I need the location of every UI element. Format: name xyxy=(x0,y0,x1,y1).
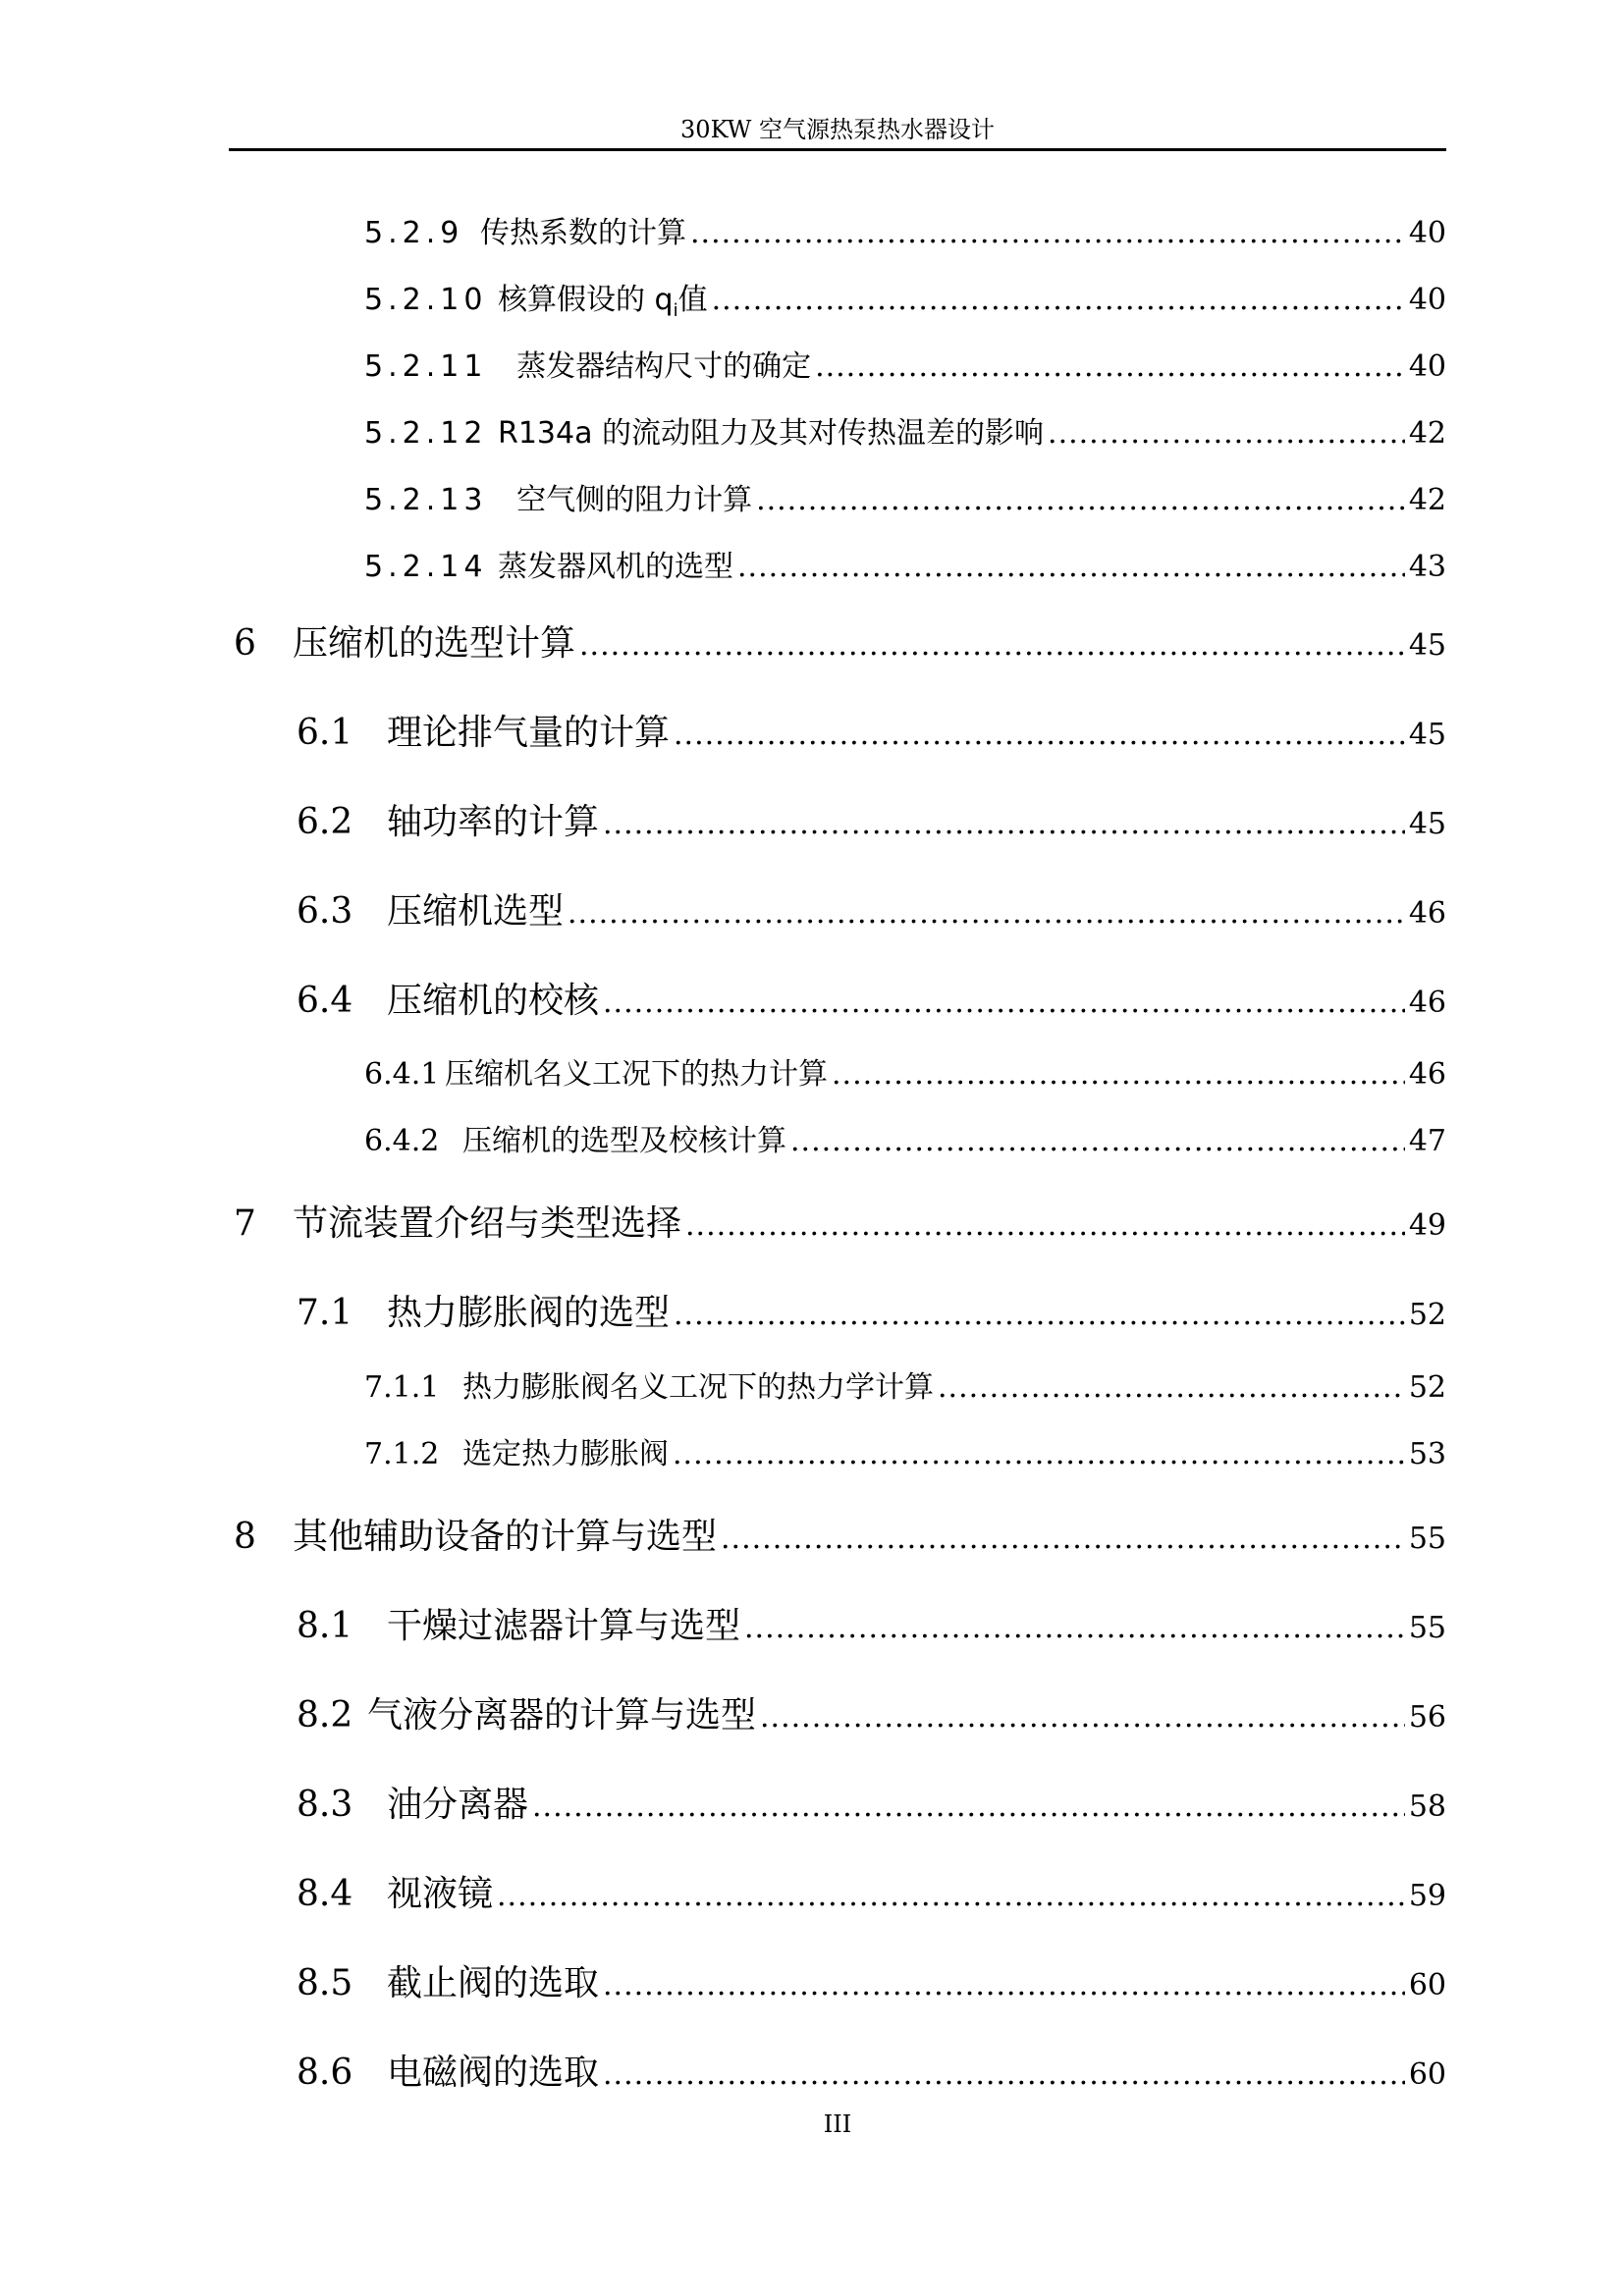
toc-page: 52 xyxy=(1408,1370,1446,1405)
toc-entry-7-1[interactable] xyxy=(297,1285,1446,1335)
running-header: 30KW 空气源热泵热水器设计 xyxy=(680,116,995,143)
dot-leader xyxy=(674,1298,1405,1332)
dot-leader xyxy=(568,896,1405,931)
toc-entry-8-5[interactable] xyxy=(297,1955,1446,2005)
toc-page: 45 xyxy=(1408,718,1446,752)
dot-leader xyxy=(532,1789,1405,1824)
toc-page: 55 xyxy=(1408,1611,1446,1645)
page-number: III xyxy=(823,2110,852,2138)
toc-number: 6.2 xyxy=(297,802,353,842)
dot-leader xyxy=(938,1370,1405,1405)
toc-title-suffix: 值 xyxy=(677,283,708,317)
toc-entry-7[interactable] xyxy=(234,1196,1446,1246)
toc-page: 58 xyxy=(1408,1789,1446,1824)
toc-page: 55 xyxy=(1408,1522,1446,1556)
toc-entry-5-2-11[interactable] xyxy=(364,342,1446,385)
toc-title: 选定热力膨胀阀 xyxy=(462,1437,669,1471)
toc-entry-6-1[interactable] xyxy=(297,705,1446,755)
toc-entry-7-1-1[interactable] xyxy=(364,1362,1446,1406)
dot-leader xyxy=(712,283,1405,317)
toc-entry-7-1-2[interactable] xyxy=(364,1429,1446,1472)
dot-leader xyxy=(756,483,1405,517)
toc-page: 60 xyxy=(1408,1968,1446,2002)
toc-number: 8 xyxy=(234,1517,256,1557)
dot-leader xyxy=(721,1522,1405,1556)
dot-leader xyxy=(690,216,1405,250)
toc-number: 8.3 xyxy=(297,1785,353,1825)
toc-number: 8.6 xyxy=(297,2053,353,2093)
toc-entry-5-2-10[interactable] xyxy=(364,275,1446,321)
toc-page: 40 xyxy=(1408,283,1446,317)
toc-number: 5.2.14 xyxy=(364,550,488,584)
toc-page: 45 xyxy=(1408,628,1446,663)
dot-leader xyxy=(603,1968,1405,2002)
toc-page: 40 xyxy=(1408,216,1446,250)
toc-page: 42 xyxy=(1408,416,1446,451)
toc-entry-8[interactable] xyxy=(234,1509,1446,1559)
toc-page: 49 xyxy=(1408,1208,1446,1243)
toc-title: 压缩机的选型计算 xyxy=(293,623,576,664)
toc-title: 截止阀的选取 xyxy=(387,1963,600,2003)
toc-page: 46 xyxy=(1408,986,1446,1020)
toc-page: 47 xyxy=(1408,1124,1446,1158)
toc-entry-8-1[interactable] xyxy=(297,1598,1446,1648)
dot-leader xyxy=(760,1700,1405,1735)
toc-page: 45 xyxy=(1408,807,1446,841)
toc-entry-6-4[interactable] xyxy=(297,973,1446,1023)
dot-leader xyxy=(832,1057,1405,1092)
toc-title: 油分离器 xyxy=(387,1785,529,1825)
toc-title: 热力膨胀阀名义工况下的热力学计算 xyxy=(462,1370,934,1405)
toc-title: 蒸发器结构尺寸的确定 xyxy=(498,349,812,384)
dot-leader xyxy=(603,2057,1405,2092)
toc-number: 8.5 xyxy=(297,1963,353,2003)
toc-number: 6.4.2 xyxy=(364,1124,440,1158)
toc-number: 6 xyxy=(234,623,256,664)
toc-page: 42 xyxy=(1408,483,1446,517)
toc-number: 8.1 xyxy=(297,1606,353,1646)
toc-entry-6-4-1[interactable] xyxy=(364,1049,1446,1093)
toc-entry-5-2-12[interactable] xyxy=(364,408,1446,452)
toc-title: 传热系数的计算 xyxy=(480,216,686,250)
toc-title-subscript: i xyxy=(673,300,678,321)
toc-title: 蒸发器风机的选型 xyxy=(498,550,733,584)
toc-page: 53 xyxy=(1408,1437,1446,1471)
toc-number: 5.2.12 xyxy=(364,416,488,451)
toc-number: 5.2.13 xyxy=(364,483,488,517)
toc-entry-5-2-14[interactable] xyxy=(364,542,1446,585)
toc-number: 5.2.9 xyxy=(364,216,464,250)
toc-number: 7.1 xyxy=(297,1293,353,1333)
dot-leader xyxy=(603,807,1405,841)
toc-title: 压缩机名义工况下的热力计算 xyxy=(445,1057,828,1092)
dot-leader xyxy=(685,1208,1405,1243)
toc-entry-8-2[interactable] xyxy=(297,1687,1446,1737)
toc-entry-6-4-2[interactable] xyxy=(364,1116,1446,1159)
toc-entry-5-2-9[interactable] xyxy=(364,208,1446,251)
toc-title: 干燥过滤器计算与选型 xyxy=(387,1606,741,1646)
toc-title: 压缩机选型 xyxy=(387,891,565,932)
dot-leader xyxy=(744,1611,1405,1645)
toc-title: 视液镜 xyxy=(387,1874,494,1914)
toc-entry-6-3[interactable] xyxy=(297,883,1446,934)
dot-leader xyxy=(737,550,1405,584)
toc-number: 6.3 xyxy=(297,891,353,932)
toc-number: 7.1.2 xyxy=(364,1437,440,1471)
dot-leader xyxy=(603,986,1405,1020)
toc-entry-5-2-13[interactable] xyxy=(364,475,1446,518)
toc-page: 59 xyxy=(1408,1879,1446,1913)
header-rule xyxy=(229,148,1446,151)
dot-leader xyxy=(579,628,1405,663)
toc-number: 8.2 xyxy=(297,1695,353,1735)
toc-title-text: 核算假设的 q xyxy=(498,283,674,317)
dot-leader xyxy=(815,349,1405,384)
toc-entry-8-3[interactable] xyxy=(297,1777,1446,1827)
dot-leader xyxy=(497,1879,1405,1913)
toc-title: 气液分离器的计算与选型 xyxy=(367,1695,757,1735)
toc-number: 8.4 xyxy=(297,1874,353,1914)
dot-leader xyxy=(674,718,1405,752)
toc-entry-8-6[interactable] xyxy=(297,2045,1446,2095)
toc-entry-8-4[interactable] xyxy=(297,1866,1446,1916)
toc-title: 电磁阀的选取 xyxy=(387,2053,600,2093)
toc-number: 5.2.11 xyxy=(364,349,488,384)
dot-leader xyxy=(790,1124,1405,1158)
toc-page: 56 xyxy=(1408,1700,1446,1735)
toc-page: 43 xyxy=(1408,550,1446,584)
toc-page: 52 xyxy=(1408,1298,1446,1332)
toc-page: 40 xyxy=(1408,349,1446,384)
toc-title xyxy=(498,275,708,321)
toc-number: 7.1.1 xyxy=(364,1370,440,1405)
toc-title: 压缩机的选型及校核计算 xyxy=(462,1124,786,1158)
dot-leader xyxy=(673,1437,1405,1471)
toc-number: 6.4 xyxy=(297,981,353,1021)
toc-title: 轴功率的计算 xyxy=(387,802,600,842)
toc-number: 6.4.1 xyxy=(364,1057,440,1092)
toc-number: 7 xyxy=(234,1203,256,1244)
toc-page: 46 xyxy=(1408,896,1446,931)
toc-title: 节流装置介绍与类型选择 xyxy=(293,1203,682,1244)
toc-number: 6.1 xyxy=(297,713,353,753)
toc-title: 其他辅助设备的计算与选型 xyxy=(293,1517,718,1557)
toc-title: R134a 的流动阻力及其对传热温差的影响 xyxy=(498,416,1045,451)
toc-entry-6[interactable] xyxy=(234,615,1446,666)
toc-entry-6-2[interactable] xyxy=(297,794,1446,844)
toc-title: 空气侧的阻力计算 xyxy=(498,483,753,517)
toc-number: 5.2.10 xyxy=(364,283,488,317)
toc-title: 压缩机的校核 xyxy=(387,981,600,1021)
toc-title: 理论排气量的计算 xyxy=(387,713,671,753)
toc-page: 60 xyxy=(1408,2057,1446,2092)
toc-page: 46 xyxy=(1408,1057,1446,1092)
toc-title: 热力膨胀阀的选型 xyxy=(387,1293,671,1333)
dot-leader xyxy=(1048,416,1405,451)
